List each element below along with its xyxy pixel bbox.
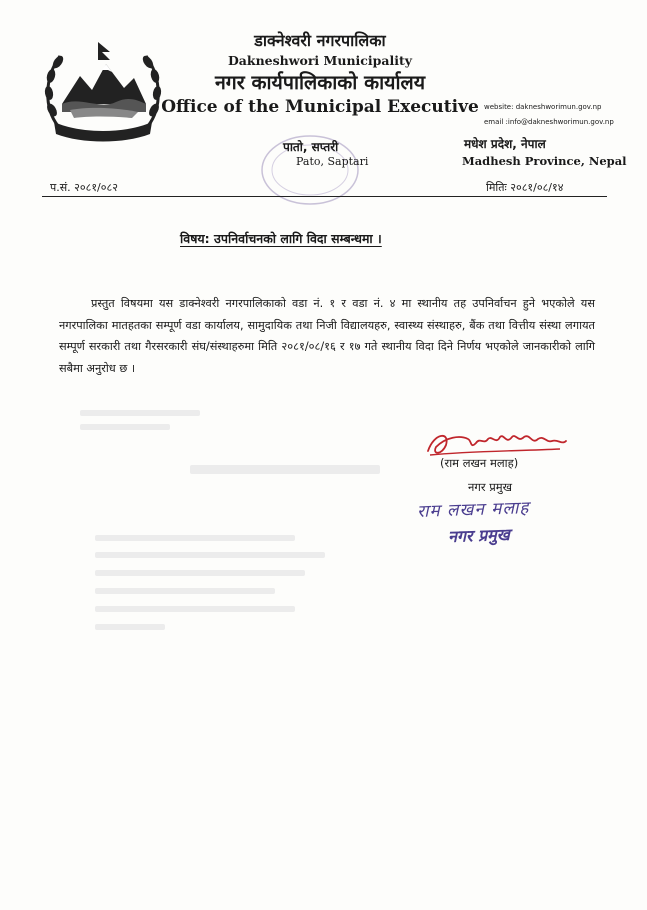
office-name-np: नगर कार्यपालिकाको कार्यालय (214, 71, 426, 94)
province-np: मधेश प्रदेश, नेपाल (464, 137, 546, 151)
letter-body: प्रस्तुत विषयमा यस डाक्नेश्वरी नगरपालिकाको वडा नं. १ र वडा नं. ४ मा स्थानीय तह उपनिर्वाचन हुने भएकोले यस नगरपालिका मातहतका सम्पूर्ण वडा कार्यालय, सामुदायिक तथा निजी विद्यालयहरु, स्वास्थ्य संस्थाहरु, बैंक तथा वित्तीय संस्था लगायत सम्पूर्ण सरकारी तथा गैरसरकारी संघ/संस्थाहरुमा मिति २०८१/०८/१६ र १७ गते स्थानीय विदा दिने निर्णय भएकोले जानकारीको लागि सबैमा अनुरोध छ । (59, 297, 595, 375)
letter-date: मितिः २०८१/०८/१४ (486, 181, 564, 194)
signatory-name: (राम लखन मलाह) (440, 456, 519, 470)
seal-name: राम लखन मलाह (416, 498, 530, 522)
header-divider (42, 196, 607, 197)
address-np: पातो, सप्तरी (283, 140, 339, 154)
nepal-government-emblem-icon (40, 38, 166, 144)
website-text: website: dakneshworimun.gov.np (484, 103, 602, 111)
letter-subject: विषय: उपनिर्वाचनको लागि विदा सम्बन्धमा । (180, 231, 382, 246)
province-en: Madhesh Province, Nepal (462, 154, 627, 168)
email-text: email :info@dakneshworimun.gov.np (484, 118, 614, 126)
reference-number: प.सं. २०८१/०८२ (50, 181, 118, 194)
municipality-name-en: Dakneshwori Municipality (227, 53, 413, 68)
address-en: Pato, Saptari (296, 155, 369, 168)
seal-title: नगर प्रमुख (447, 524, 511, 547)
signatory-title: नगर प्रमुख (468, 480, 513, 494)
contact-info (484, 100, 614, 130)
municipality-name-np: डाक्नेश्वरी नगरपालिका (254, 31, 386, 50)
letterhead-title-block (160, 30, 480, 119)
office-name-en: Office of the Municipal Executive (161, 97, 479, 117)
